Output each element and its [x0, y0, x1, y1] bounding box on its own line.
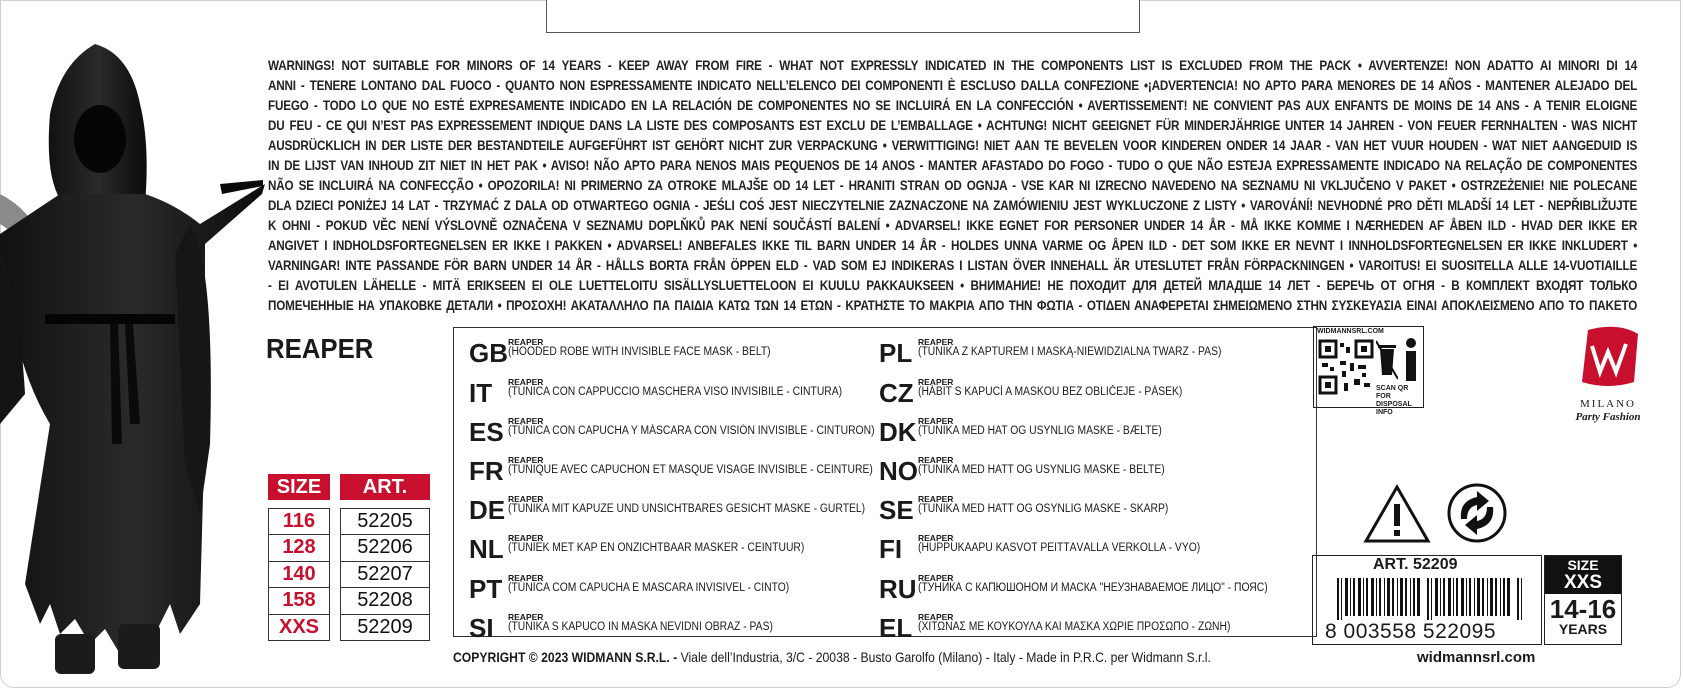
warning-line: ANGIVET I INDHOLDSFORTEGNELSEN ER IKKE I PAKKEN • ADVARSEL! ANBEFALES IKKE TIL BARN UNDER 14 ÅR - HOLDES UNNA VARME OG ÅPEN ILD - DET SOM IKKE ER NEVNT I INNHOLDSFORTEGNELSEN ER IKKE INKLUDERT •: [268, 238, 1638, 253]
language-name: REAPER: [918, 455, 954, 465]
copyright-bold: COPYRIGHT © 2023 WIDMANN S.R.L. -: [453, 649, 678, 665]
language-code: SE: [879, 495, 914, 525]
art-cell: 52206: [341, 535, 429, 561]
language-desc: (TÚNICA CON CAPUCHA Y MÁSCARA CON VISIÓN INVISIBLE - CINTURON): [508, 425, 875, 437]
language-code: NO: [879, 456, 918, 486]
warning-line: AUSDRÜCKLICH IN DER LISTE DER BESTANDTEILE AUFGEFÜHRT IST GEHÖRT NICHT ZUR VERPACKUNG • VERWITTIGING! NIET AAN TE BEVELEN VOOR KINDEREN ONDER 14 JAAR - VAN HET VUUR HOUDEN - WAT NIET AANGEDUID IS: [268, 138, 1638, 153]
language-code: IT: [469, 378, 493, 408]
size-block: [1544, 555, 1622, 645]
size-cell: 128: [269, 535, 329, 561]
warning-line: FUEGO - TODO LO QUE NO ESTÉ EXPRESAMENTE INDICADO EN LA RELACIÓN DE COMPONENTES NO SE INCLUIRÁ EN LA CONFECCIÓN • AVERTISSEMENT! NE CONVIENT PAS AUX ENFANTS DE MOINS DE 14 ANS - A TENIR ELOIGNE: [268, 98, 1638, 113]
qr-code-icon[interactable]: [1318, 339, 1374, 395]
language-name: REAPER: [508, 377, 544, 387]
warning-line: - EI AVOTULEN LÄHELLE - MITÄ ERIKSEEN EI OLE LUETTELOITU SISÄLLYSLUETTELOON EI KUULU PAKKAUKSEEN • ВНИМАНИЕ! НЕ ПОХОДИТ ДЛЯ ДЕТЕЙ МЛАДШЕ 14 ЛЕТ - БЕРЕЧЬ ОТ ОГНЯ - В КОМПЛЕКТ ВХОДЯТ ТОЛЬКО: [268, 278, 1638, 293]
language-name: REAPER: [918, 416, 954, 426]
language-name: REAPER: [508, 416, 544, 426]
language-name: REAPER: [918, 612, 954, 622]
size-table: [268, 474, 430, 641]
warning-line: VARNINGAR! INTE PASSANDE FÖR BARN UNDER 14 ÅR - HÅLLS BORTA FRÅN ÖPPEN ELD - VAD SOM EJ INDIKERAS I LISTAN ÖVER INNEHALL ÄR UTESLUTET FRÅN FÖRPACKNINGEN • VAROITUS! EI SUOSITELLA ALLE 14-VUOTIAILLE: [268, 258, 1638, 273]
language-code: RU: [879, 574, 917, 604]
top-window-box: [546, 0, 1140, 33]
warning-line: DU FEU - CE QUI N’EST PAS EXPRESSEMENT INDIQUE DANS LA LISTE DES COMPOSANTS EST EXCLU DE L’EMBALLAGE • ACHTUNG! NICHT GEEIGNET FÜR MINDERJÄHRIGE UNTER 14 JAHREN - VON FEUER FERNHALTEN - WAS NICHT: [268, 118, 1638, 133]
size-block-label: SIZE: [1567, 557, 1599, 573]
language-box: [453, 327, 1317, 643]
recycle-icon: [1447, 483, 1507, 543]
copyright-line: [453, 649, 1211, 665]
age-range: 14-16: [1549, 594, 1617, 624]
language-code: PL: [879, 338, 913, 368]
language-desc: (HUPPUKAAPU KASVOT PEITTÄVÄLLÄ VERKOLLA - VYÖ): [918, 542, 1201, 554]
language-desc: (TUNIKA MED HAT OG USYNLIG MASKE - BÆLTE): [918, 425, 1162, 437]
art-cell: 52209: [357, 615, 413, 638]
language-code: DK: [879, 417, 917, 447]
language-name: REAPER: [918, 494, 954, 504]
size-column: [268, 508, 330, 641]
language-desc: (ΧΙΤΩΝΑΣ ΜΕ ΚΟΥΚΟΥΛΑ ΚΑΙ ΜΑΣΚΑ ΧΩΡΙΕ ΠΡΟΣΩΠΟ - ΖΩΝΗ): [918, 621, 1231, 633]
language-desc: (HÁBIT S KAPUCÍ A MASKOU BEZ OBLIČEJE - PÁSEK): [918, 386, 1183, 398]
language-code: EL: [879, 613, 913, 643]
info-icon: [1400, 337, 1422, 383]
size-cell: XXS: [278, 615, 320, 638]
language-name: REAPER: [918, 573, 954, 583]
reaper-costume-image: [0, 44, 265, 680]
brand-tagline: Party Fashion: [1575, 411, 1641, 423]
size-block-value: XXS: [1563, 572, 1603, 593]
language-name: REAPER: [508, 533, 544, 543]
language-name: REAPER: [918, 377, 954, 387]
language-code: PT: [469, 574, 503, 604]
art-cell: 52208: [341, 588, 429, 614]
language-desc: (TUNIKA MED HATT OG USYNLIG MASKE - BELTE): [918, 464, 1165, 476]
product-title: REAPER: [266, 333, 374, 364]
warning-line: K OHNI - POKUD VĚC NENÍ VÝSLOVNĚ OZNAČENA V SEZNAMU DOPLŇKŮ PAK NENÍ SOUČÁSTÍ BALENÍ • ADVARSEL! IKKE EGNET FOR PERSONER UNDER 14 ÅR - MÅ IKKE KOMME I NÆRHEDEN AF ÅBEN ILD - HVAD DER IKKE ER: [268, 218, 1638, 233]
language-name: REAPER: [918, 533, 954, 543]
disposal-bin-icon: [1376, 339, 1398, 381]
art-cell: 52205: [341, 509, 429, 535]
language-code: NL: [469, 534, 504, 564]
language-name: REAPER: [508, 455, 544, 465]
art-cell: 52207: [341, 562, 429, 588]
language-name: REAPER: [508, 573, 544, 583]
art-header: ART.: [340, 474, 430, 500]
warning-line: ANNI - TENERE LONTANO DAL FUOCO - QUANTO NON ESPRESSAMENTE INDICATO NELL’ELENCO DEI COMPONENTI È ESCLUSO DALLA CONFEZIONE •¡ADVERTENCIA! NO APTO PARA MENORES DE 14 AÑOS - MANTENER ALEJADO DEL: [268, 78, 1638, 93]
age-unit: YEARS: [1558, 621, 1608, 637]
warning-triangle-icon: [1363, 484, 1431, 544]
size-cell: 158: [269, 588, 329, 614]
warning-line: IN DE LIJST VAN INHOUD ZIT NIET IN HET PAK • AVISO! NÃO APTO PARA NENOS MAIS PEQUENOS DE 14 ANOS - MANTER AFASTADO DO FOGO - TUDO O QUE NÃO ESTEJA EXPRESSAMENTE INDICADO NA RELAÇÃO DE COMPONENTES: [268, 158, 1638, 173]
art-column: [340, 508, 430, 641]
website-link[interactable]: widmannsrl.com: [1417, 649, 1536, 666]
size-cell: 140: [269, 562, 329, 588]
size-header: SIZE: [268, 474, 330, 500]
language-desc: (TÚNICA COM CAPUCHA E MASCARA INVISIVEL - CINTO): [508, 582, 790, 594]
brand-logo: [1558, 326, 1658, 423]
language-code: ES: [469, 417, 504, 447]
language-code: CZ: [879, 378, 914, 408]
size-block-header: [1545, 556, 1621, 594]
barcode-icon: [1337, 578, 1527, 620]
language-name: REAPER: [918, 337, 954, 347]
warning-line: NÃO SE INCLUIRÁ NA CONFECÇÃO • OPOZORILA! NI PRIMERNO ZA OTROKE MLAJŠE OD 14 LET - HRANITI STRAN OD OGNJA - VSE KAR NI IZRECNO NAVEDENO NA SEZNAMU NI VKLJUČENO V PAKET • OSTRZEŻENIE! NIE POLECANE: [268, 178, 1638, 193]
language-code: SI: [469, 613, 494, 643]
language-desc: (TUNIKA MIT KAPUZE UND UNSICHTBARES GESICHT MASKE - GÜRTEL): [508, 503, 866, 515]
language-desc: (TUNIKA Z KAPTUREM I MASKĄ-NIEWIDZIALNA TWARZ - PAS): [918, 346, 1222, 358]
language-name: REAPER: [508, 337, 544, 347]
qr-site-label: WIDMANNSRL.COM: [1317, 328, 1384, 335]
warning-line: WARNINGS! NOT SUITABLE FOR MINORS OF 14 YEARS - KEEP AWAY FROM FIRE - WHAT NOT EXPRESSLY INDICATED IN THE COMPONENTS LIST IS EXCLUDED FROM THE PACK • AVVERTENZE! NON ADATTO AI MINORI DI 14: [268, 58, 1638, 73]
qr-note: SCAN QR FOR DISPOSAL INFO: [1376, 385, 1412, 416]
warning-line: DLA DZIECI PONIŻEJ 14 LAT - TRZYMAĆ Z DALA OD OTWARTEGO OGNIA - JEŚLI COŚ JEST NIECZYTELNIE ZAZNACZONE NA ZAMÓWIENIU JEST WYKLUCZONE Z LISTY • VAROVÁNÍ! NEVHODNÉ PRO DĚTI MLADŠÍ 14 LET - NEPŘIBLIŽUJTE: [268, 198, 1638, 213]
language-desc: (TUNIKA MED HATT OG OSYNLIG MASKE - SKÄRP): [918, 503, 1169, 515]
language-code: DE: [469, 495, 506, 525]
copyright-address: Viale dell’Industria, 3/C - 20038 - Busto Garolfo (Milano) - Italy - Made in P.R.C. per Widmann S.r.l.: [677, 649, 1211, 665]
widmann-logo-icon: [1578, 326, 1642, 390]
language-desc: (TUNIQUE AVEC CAPUCHON ET MASQUE VISAGE INVISIBLE - CEINTURE): [508, 464, 873, 476]
size-cell: 116: [269, 509, 329, 535]
language-desc: (TUNIEK MET KAP EN ONZICHTBAAR MASKER - CEINTUUR): [508, 542, 805, 554]
barcode-number: 8 003558 522095: [1325, 620, 1496, 643]
language-code: GB: [469, 338, 508, 368]
language-desc: (ТУНИКА С КАПЮШОНОМ И МАСКА "НЕУЗНАВАЕМОЕ ЛИЦО" - ПОЯС): [918, 582, 1268, 594]
warning-line: ПОМЕЧЕННЫЕ НА УПАКОВКЕ ДЕТАЛИ • ΠΡΟΣΟΧΗ! ΑΚΑΤΑΛΛΗΛΟ ΠΑ ΠΑΙΔΙΑ ΚΑΤΩ ΤΩΝ 14 ΕΤΩΝ - ΚΡΑΤΗΣΤΕ ΤΟ ΜΑΚΡΙΑ ΑΠΟ ΤΗΝ ΦΩΤΙΑ - ΟΤΙΔΕΝ ΑΝΑΦΕΡΕΤΑΙ ΣΗΜΕΙΩΜΕΝΟ ΣΤΗΝ ΣΥΣΚΕΥΑΣΙΑ ΕΙΝΑΙ ΑΠΟΚΛΕΙΣΜΕΝΟ ΑΠΟ ΤΟ ΠΑΚΕΤΟ: [268, 298, 1638, 313]
language-code: FR: [469, 456, 504, 486]
qr-box: [1313, 326, 1424, 416]
brand-city: MILANO: [1580, 398, 1636, 410]
language-code: FI: [879, 534, 903, 564]
article-number: ART. 52209: [1373, 556, 1458, 573]
article-box: [1312, 555, 1542, 645]
warnings-text: [268, 56, 1638, 312]
language-desc: (TUNICA CON CAPPUCCIO MASCHERA VISO INVISIBILE - CINTURA): [508, 386, 843, 398]
language-desc: (HOODED ROBE WITH INVISIBLE FACE MASK - BELT): [508, 346, 771, 358]
language-desc: (TUNIKA S KAPUCO IN MASKA NEVIDNI OBRAZ - PAS): [508, 621, 773, 633]
language-name: REAPER: [508, 494, 544, 504]
language-name: REAPER: [508, 612, 544, 622]
